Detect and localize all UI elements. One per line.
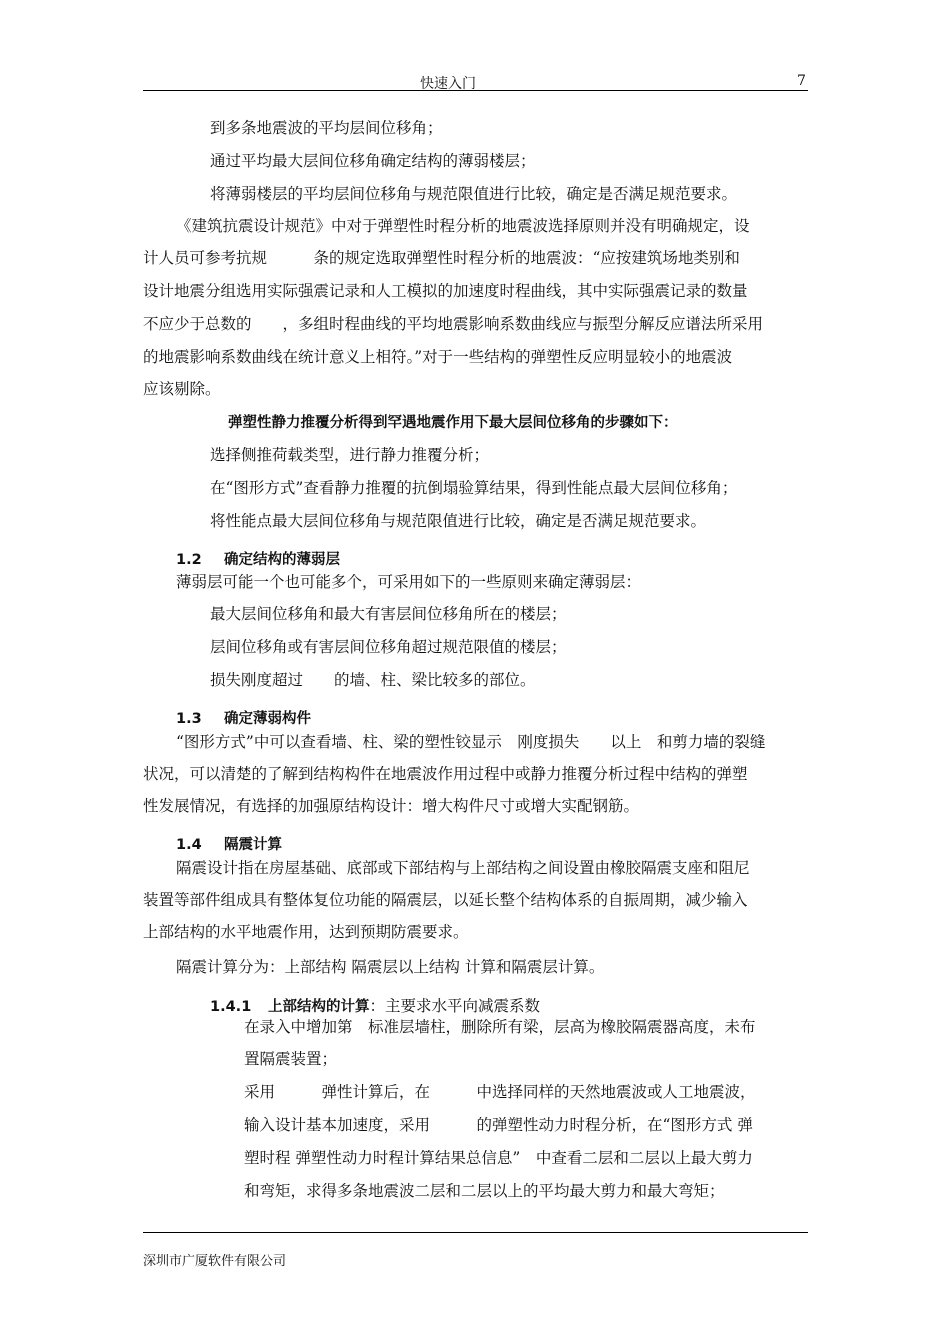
section-heading (176, 835, 282, 855)
paragraph-line: “图形方式”中可以查看墙、柱、梁的塑性铰显示 刚度损失 以上 和剪力墙的裂缝 (176, 733, 766, 751)
paragraph-line: 到多条地震波的平均层间位移角； (210, 119, 443, 137)
section-title: 隔震计算 (224, 837, 282, 853)
paragraph-line: 计人员可参考抗规 条的规定选取弹塑性时程分析的地震波：“应按建筑场地类别和 (143, 249, 740, 267)
step-intro: 弹塑性静力推覆分析得到罕遇地震作用下最大层间位移角的步骤如下： (228, 415, 678, 431)
paragraph-line: 和弯矩，求得多条地震波二层和二层以上的平均最大剪力和最大弯矩； (244, 1182, 725, 1200)
paragraph-line: 输入设计基本加速度，采用 的弹塑性动力时程分析，在“图形方式 弹 (244, 1116, 753, 1134)
paragraph-line: 在录入中增加第 标准层墙柱，删除所有梁，层高为橡胶隔震器高度，未布 (244, 1018, 756, 1036)
section-title: 确定薄弱构件 (224, 711, 311, 727)
subsection-number: 1.4.1 (210, 999, 252, 1015)
paragraph-line: 状况，可以清楚的了解到结构构件在地震波作用过程中或静力推覆分析过程中结构的弹塑 (143, 765, 748, 783)
section-heading (176, 709, 311, 729)
paragraph-line: 采用 弹性计算后，在 中选择同样的天然地震波或人工地震波， (244, 1083, 756, 1101)
paragraph-line: 不应少于总数的 ，多组时程曲线的平均地震影响系数曲线应与振型分解反应谱法所采用 (143, 315, 764, 333)
paragraph-line: 通过平均最大层间位移角确定结构的薄弱楼层； (210, 152, 536, 170)
section-number: 1.2 (176, 552, 202, 568)
paragraph-line: 隔震计算分为：上部结构 隔震层以上结构 计算和隔震层计算。 (176, 958, 605, 976)
paragraph-line: 置隔震装置； (244, 1050, 338, 1068)
paragraph-line: 设计地震分组选用实际强震记录和人工模拟的加速度时程曲线，其中实际强震记录的数量 (143, 282, 748, 300)
paragraph-line: 装置等部件组成具有整体复位功能的隔震层，以延长整个结构体系的自振周期，减少输入 (143, 891, 748, 909)
header-divider (143, 90, 808, 91)
paragraph-line: 在“图形方式”查看静力推覆的抗倒塌验算结果，得到性能点最大层间位移角； (210, 479, 738, 497)
section-number: 1.4 (176, 837, 202, 853)
subsection-heading (210, 996, 540, 1017)
page-number: 7 (797, 73, 806, 89)
footer-divider (143, 1232, 808, 1233)
paragraph-line: 层间位移角或有害层间位移角超过规范限值的楼层； (210, 638, 567, 656)
footer-company: 深圳市广厦软件有限公司 (143, 1254, 287, 1269)
paragraph-line: 损失刚度超过 的墙、柱、梁比较多的部位。 (210, 671, 536, 689)
paragraph-line: 的地震影响系数曲线在统计意义上相符。”对于一些结构的弹塑性反应明显较小的地震波 (143, 348, 733, 366)
paragraph-line: 最大层间位移角和最大有害层间位移角所在的楼层； (210, 605, 567, 623)
section-number: 1.3 (176, 711, 202, 727)
header-title: 快速入门 (420, 76, 476, 92)
paragraph-line: 选择侧推荷载类型，进行静力推覆分析； (210, 446, 490, 464)
subsection-suffix: ：主要求水平向减震系数 (369, 997, 541, 1015)
section-title: 确定结构的薄弱层 (224, 552, 340, 568)
paragraph-line: 将薄弱楼层的平均层间位移角与规范限值进行比较，确定是否满足规范要求。 (210, 185, 738, 203)
paragraph-line: 隔震设计指在房屋基础、底部或下部结构与上部结构之间设置由橡胶隔震支座和阻尼 (176, 859, 750, 877)
subsection-title: 上部结构的计算 (268, 999, 370, 1015)
section-heading (176, 550, 340, 570)
paragraph-line: 《建筑抗震设计规范》中对于弹塑性时程分析的地震波选择原则并没有明确规定，设 (176, 217, 750, 235)
paragraph-line: 塑时程 弹塑性动力时程计算结果总信息” 中查看二层和二层以上最大剪力 (244, 1149, 753, 1167)
paragraph-line: 上部结构的水平地震作用，达到预期防震要求。 (143, 923, 469, 941)
paragraph-line: 将性能点最大层间位移角与规范限值进行比较，确定是否满足规范要求。 (210, 512, 707, 530)
paragraph-line: 薄弱层可能一个也可能多个，可采用如下的一些原则来确定薄弱层： (176, 573, 642, 591)
paragraph-line: 性发展情况，有选择的加强原结构设计：增大构件尺寸或增大实配钢筋。 (143, 797, 640, 815)
paragraph-line: 应该剔除。 (143, 380, 221, 398)
